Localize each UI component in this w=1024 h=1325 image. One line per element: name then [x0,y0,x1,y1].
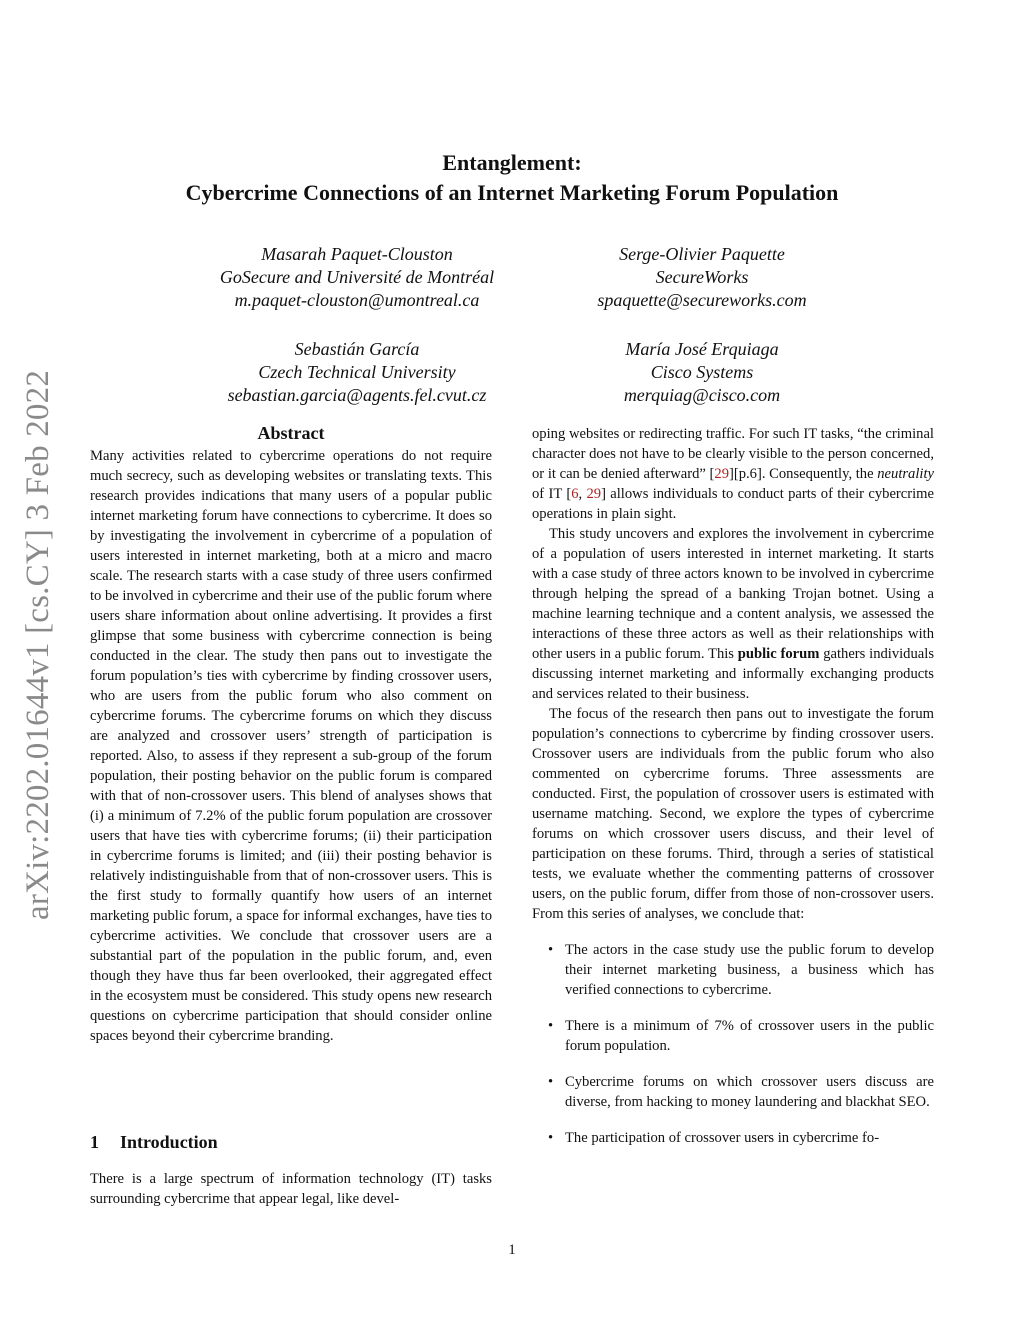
list-item: • The actors in the case study use the public forum to develop their internet marketing business, a business which has verified connections to cybercrime. [548,942,934,998]
list-item: • The participation of crossover users in cybercrime fo- [548,1130,880,1146]
author-affiliation: Cisco Systems [650,362,754,382]
citation-link[interactable]: 29 [714,466,729,482]
author-name: Serge-Olivier Paquette [619,244,785,264]
title-line-2: Cybercrime Connections of an Internet Marketing Forum Population [185,180,839,205]
author-email: m.paquet-clouston@umontreal.ca [234,290,480,310]
introduction-section [90,1131,492,1209]
section-number: 1 [90,1132,99,1152]
author-name: Sebastián García [294,339,420,359]
abstract-text: Many activities related to cybercrime operations do not require much secrecy, such as developing websites or translating texts. This research provides indications that many users of a popular public internet marketing forum have connections to cybercrime. It does so by investigating the involvement in cybercrime of a population of users interested in internet marketing, both at a micro and macro scale. The research starts with a case study of three users confirmed to be involved in cybercrime and their use of the public forum where users share information about online advertising. It provides a first glimpse that some business with cybercrime connection is being conducted in the clear. The study then pans out to investigate the forum population’s ties with cybercrime by finding crossover users, who are users from the public forum who also comment on cybercrime forums. The cybercrime forums on which they discuss are analyzed and crossover users’ strength of participation is reported. Also, to assess if they represent a sub-group of the forum population, their posting behavior on the public forum is compared with that of non-crossover users. This blend of analyses shows that (i) a minimum of 7.2% of the public forum population are crossover users that have ties with cybercrime forums; (ii) their participation in cybercrime forums is limited; and (iii) their posting behavior is relatively indistinguishable from that of non-crossover users. This is the first study to formally quantify how users of an internet marketing public forum, a space for informal exchanges, have ties to cybercrime activities. We conclude that crossover users are a substantial part of the population in the public forum, and, even though they have thus far been overlooked, their aggregated effect in the ecosystem must be considered. This study opens new research questions on cybercrime participation that should consider online spaces beyond their cybercrime branding. [90,448,493,1044]
author-affiliation: Czech Technical University [258,362,456,382]
intro-paragraph-1: oping websites or redirecting traffic. For such IT tasks, “the criminal character does not have to be clearly visible to the person concerned, or it can be denied afterward” [29][p.6]. Consequently, the neutrality of IT [6, 29] allows individuals to conduct parts of their cybercrime operations in plain sight. [532,426,934,522]
findings-list [532,940,934,1148]
section-heading [90,1131,492,1153]
author-block-4 [492,338,912,407]
abstract-heading: Abstract [257,423,325,443]
citation-link[interactable]: 6 [571,486,579,502]
author-email: sebastian.garcia@agents.fel.cvut.cz [227,385,487,405]
author-affiliation: SecureWorks [655,267,749,287]
author-email: merquiag@cisco.com [623,385,781,405]
author-block-2 [492,243,912,312]
right-column [532,424,934,1148]
section-title: Introduction [120,1132,218,1152]
page-number: 1 [508,1242,516,1258]
title-line-1: Entanglement: [442,150,582,175]
intro-paragraph-3: The focus of the research then pans out to investigate the forum population’s connections to cybercrime by finding crossover users. Crossover users are individuals from the public forum who also commented on cybercrime forums. Three assessments are conducted. First, the population of crossover users is estimated with username matching. Second, we explore the types of cybercrime forums on which crossover users discuss, and their level of participation on these forums. Third, through a series of statistical tests, we evaluate whether the commenting patterns of crossover users, on the public forum, differ from those of non-crossover users. From this series of analyses, we conclude that: [532,706,934,922]
author-name: Masarah Paquet-Clouston [261,244,453,264]
introduction-paragraph-start: There is a large spectrum of information technology (IT) tasks surrounding cybercrime that appear legal, like devel- [90,1171,492,1207]
list-item: • Cybercrime forums on which crossover users discuss are diverse, from hacking to money laundering and blackhat SEO. [548,1074,934,1110]
arxiv-identifier: arXiv:2202.01644v1 [cs.CY] 3 Feb 2022 [20,370,56,921]
author-affiliation: GoSecure and Université de Montréal [219,267,495,287]
paper-title [90,148,934,208]
citation-link[interactable]: 29 [586,486,602,502]
author-name: María José Erquiaga [625,339,779,359]
left-column [90,422,492,1046]
intro-paragraph-2: This study uncovers and explores the involvement in cybercrime of a population of users interested in internet marketing. It starts with a case study of three actors known to be involved in cybercrime through helping the spread of a banking Trojan botnet. Using a machine learning technique and a content analysis, we assessed the interactions of these three actors as well as their relationships with other users in a public forum. This public forum gathers individuals discussing internet marketing and informally exchanging products and services related to their business. [532,526,935,702]
author-email: spaquette@secureworks.com [597,290,807,310]
list-item: • There is a minimum of 7% of crossover users in the public forum population. [548,1018,934,1054]
